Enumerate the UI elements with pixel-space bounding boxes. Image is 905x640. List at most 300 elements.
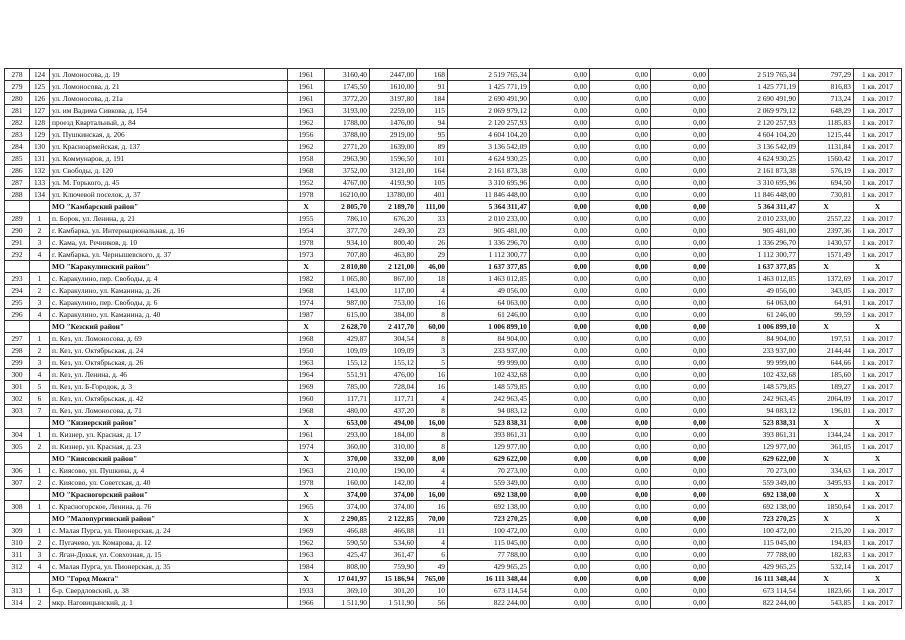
- fund-c-cell: 0,00: [651, 81, 709, 93]
- term-cell: 1 кв. 2017: [854, 309, 902, 321]
- row-index: 4: [30, 369, 50, 381]
- term-cell: 1 кв. 2017: [854, 189, 902, 201]
- cost-final-cell: 115 045,00: [709, 537, 799, 549]
- residents-cell: 4: [417, 465, 448, 477]
- group-total-row: [5, 321, 902, 333]
- row-index: 1: [30, 525, 50, 537]
- unit-cost-cell: 185,60: [799, 369, 854, 381]
- address-cell: МО "Киясовский район": [50, 453, 288, 465]
- row-number: 296: [5, 309, 30, 321]
- fund-b-cell: 0,00: [590, 549, 651, 561]
- unit-cost-cell: 1185,83: [799, 117, 854, 129]
- fund-c-cell: 0,00: [651, 129, 709, 141]
- fund-c-cell: 0,00: [651, 369, 709, 381]
- address-cell: с. Красногорское, Ленина, д. 76: [50, 501, 288, 513]
- residents-cell: 56: [417, 597, 448, 609]
- fund-c-cell: 0,00: [651, 381, 709, 393]
- table-row: [5, 405, 902, 417]
- table-row: [5, 357, 902, 369]
- fund-c-cell: 0,00: [651, 489, 709, 501]
- address-cell: п. Кизнер, ул. Красная, д. 17: [50, 429, 288, 441]
- row-index: 124: [30, 69, 50, 81]
- residents-cell: 8,00: [417, 453, 448, 465]
- row-number: 286: [5, 165, 30, 177]
- year-cell: 1961: [288, 93, 325, 105]
- fund-c-cell: 0,00: [651, 261, 709, 273]
- cost-total-cell: 100 472,00: [448, 525, 530, 537]
- table-row: [5, 381, 902, 393]
- fund-a-cell: 0,00: [530, 585, 590, 597]
- unit-cost-cell: 182,83: [799, 549, 854, 561]
- term-cell: 1 кв. 2017: [854, 381, 902, 393]
- fund-a-cell: 0,00: [530, 417, 590, 429]
- cost-final-cell: 99 999,00: [709, 357, 799, 369]
- total-area-cell: 369,10: [325, 585, 370, 597]
- living-area-cell: 374,00: [370, 489, 417, 501]
- residents-cell: 8: [417, 429, 448, 441]
- group-total-row: [5, 513, 902, 525]
- cost-final-cell: 1 006 899,10: [709, 321, 799, 333]
- fund-b-cell: 0,00: [590, 573, 651, 585]
- fund-b-cell: 0,00: [590, 153, 651, 165]
- residents-cell: 49: [417, 561, 448, 573]
- row-number: 301: [5, 381, 30, 393]
- fund-a-cell: 0,00: [530, 153, 590, 165]
- total-area-cell: 934,10: [325, 237, 370, 249]
- total-area-cell: 615,00: [325, 309, 370, 321]
- total-area-cell: 160,00: [325, 477, 370, 489]
- address-cell: п. Кез, ул. Ломоносова, д. 69: [50, 333, 288, 345]
- fund-c-cell: 0,00: [651, 297, 709, 309]
- row-index: [30, 417, 50, 429]
- address-cell: с. Киясово, ул. Пушкина, д. 4: [50, 465, 288, 477]
- total-area-cell: 370,00: [325, 453, 370, 465]
- address-cell: ул. Пушкинская, д. 206: [50, 129, 288, 141]
- row-index: 7: [30, 405, 50, 417]
- table-row: [5, 213, 902, 225]
- total-area-cell: 143,00: [325, 285, 370, 297]
- cost-total-cell: 2 690 491,90: [448, 93, 530, 105]
- fund-a-cell: 0,00: [530, 597, 590, 609]
- term-cell: 1 кв. 2017: [854, 561, 902, 573]
- year-cell: 1978: [288, 189, 325, 201]
- cost-final-cell: 692 138,00: [709, 501, 799, 513]
- cost-total-cell: 692 138,00: [448, 489, 530, 501]
- residents-cell: 401: [417, 189, 448, 201]
- row-number: 303: [5, 405, 30, 417]
- fund-b-cell: 0,00: [590, 201, 651, 213]
- term-cell: 1 кв. 2017: [854, 129, 902, 141]
- fund-b-cell: 0,00: [590, 417, 651, 429]
- fund-c-cell: 0,00: [651, 153, 709, 165]
- table-row: [5, 465, 902, 477]
- cost-total-cell: 1 112 300,77: [448, 249, 530, 261]
- living-area-cell: 676,20: [370, 213, 417, 225]
- living-area-cell: 2 189,70: [370, 201, 417, 213]
- cost-final-cell: 2 010 233,00: [709, 213, 799, 225]
- term-cell: 1 кв. 2017: [854, 357, 902, 369]
- total-area-cell: 17 041,97: [325, 573, 370, 585]
- term-cell: X: [854, 201, 902, 213]
- cost-total-cell: 5 364 311,47: [448, 201, 530, 213]
- row-number: 302: [5, 393, 30, 405]
- unit-cost-cell: 194,83: [799, 537, 854, 549]
- table-row: [5, 285, 902, 297]
- fund-c-cell: 0,00: [651, 393, 709, 405]
- cost-total-cell: 94 083,12: [448, 405, 530, 417]
- cost-final-cell: 70 273,00: [709, 465, 799, 477]
- row-number: 308: [5, 501, 30, 513]
- cost-final-cell: 2 069 979,12: [709, 105, 799, 117]
- total-area-cell: 466,88: [325, 525, 370, 537]
- fund-c-cell: 0,00: [651, 453, 709, 465]
- unit-cost-cell: X: [799, 453, 854, 465]
- fund-a-cell: 0,00: [530, 81, 590, 93]
- table-row: [5, 585, 902, 597]
- address-cell: с. Каракулино, пер. Свободы, д. 4: [50, 273, 288, 285]
- cost-total-cell: 2 010 233,00: [448, 213, 530, 225]
- row-number: 295: [5, 297, 30, 309]
- table-row: [5, 69, 902, 81]
- year-cell: 1966: [288, 597, 325, 609]
- year-cell: 1954: [288, 225, 325, 237]
- row-number: 285: [5, 153, 30, 165]
- term-cell: X: [854, 321, 902, 333]
- address-cell: ул. Красноармейская, д. 137: [50, 141, 288, 153]
- fund-b-cell: 0,00: [590, 501, 651, 513]
- fund-b-cell: 0,00: [590, 105, 651, 117]
- table-row: [5, 165, 902, 177]
- row-index: 1: [30, 333, 50, 345]
- fund-c-cell: 0,00: [651, 93, 709, 105]
- term-cell: 1 кв. 2017: [854, 525, 902, 537]
- address-cell: ул. Ломоносова, д. 19: [50, 69, 288, 81]
- living-area-cell: 304,54: [370, 333, 417, 345]
- fund-a-cell: 0,00: [530, 489, 590, 501]
- row-number: [5, 513, 30, 525]
- term-cell: 1 кв. 2017: [854, 273, 902, 285]
- residents-cell: 89: [417, 141, 448, 153]
- table-row: [5, 189, 902, 201]
- total-area-cell: 707,80: [325, 249, 370, 261]
- fund-c-cell: 0,00: [651, 441, 709, 453]
- year-cell: 1974: [288, 297, 325, 309]
- year-cell: 1969: [288, 381, 325, 393]
- fund-c-cell: 0,00: [651, 573, 709, 585]
- year-cell: X: [288, 453, 325, 465]
- total-area-cell: 1 065,80: [325, 273, 370, 285]
- residents-cell: 101: [417, 153, 448, 165]
- fund-a-cell: 0,00: [530, 237, 590, 249]
- fund-c-cell: 0,00: [651, 105, 709, 117]
- row-number: 298: [5, 345, 30, 357]
- term-cell: 1 кв. 2017: [854, 105, 902, 117]
- unit-cost-cell: 197,51: [799, 333, 854, 345]
- cost-final-cell: 692 138,00: [709, 489, 799, 501]
- cost-final-cell: 393 861,31: [709, 429, 799, 441]
- fund-c-cell: 0,00: [651, 345, 709, 357]
- term-cell: 1 кв. 2017: [854, 441, 902, 453]
- fund-c-cell: 0,00: [651, 165, 709, 177]
- row-index: 4: [30, 249, 50, 261]
- table-row: [5, 393, 902, 405]
- residents-cell: 8: [417, 405, 448, 417]
- residents-cell: 16,00: [417, 489, 448, 501]
- total-area-cell: 377,70: [325, 225, 370, 237]
- cost-total-cell: 1 637 377,85: [448, 261, 530, 273]
- row-number: 297: [5, 333, 30, 345]
- term-cell: 1 кв. 2017: [854, 81, 902, 93]
- unit-cost-cell: 1571,49: [799, 249, 854, 261]
- row-number: [5, 321, 30, 333]
- address-cell: МО "Каракулинский район": [50, 261, 288, 273]
- unit-cost-cell: 532,14: [799, 561, 854, 573]
- residents-cell: 16: [417, 369, 448, 381]
- fund-c-cell: 0,00: [651, 69, 709, 81]
- row-number: 306: [5, 465, 30, 477]
- address-cell: с. Киясово, ул. Советская, д. 40: [50, 477, 288, 489]
- address-cell: ул. Ломоносова, д. 21: [50, 81, 288, 93]
- total-area-cell: 480,00: [325, 405, 370, 417]
- fund-b-cell: 0,00: [590, 177, 651, 189]
- year-cell: 1956: [288, 129, 325, 141]
- fund-a-cell: 0,00: [530, 393, 590, 405]
- row-number: 294: [5, 285, 30, 297]
- living-area-cell: 2919,00: [370, 129, 417, 141]
- fund-a-cell: 0,00: [530, 129, 590, 141]
- cost-final-cell: 77 788,00: [709, 549, 799, 561]
- year-cell: 1974: [288, 441, 325, 453]
- unit-cost-cell: 2064,09: [799, 393, 854, 405]
- row-index: 2: [30, 225, 50, 237]
- fund-c-cell: 0,00: [651, 501, 709, 513]
- fund-c-cell: 0,00: [651, 549, 709, 561]
- fund-c-cell: 0,00: [651, 273, 709, 285]
- cost-final-cell: 2 519 765,34: [709, 69, 799, 81]
- fund-a-cell: 0,00: [530, 105, 590, 117]
- fund-c-cell: 0,00: [651, 537, 709, 549]
- address-cell: МО "Красногорский район": [50, 489, 288, 501]
- total-area-cell: 653,00: [325, 417, 370, 429]
- living-area-cell: 374,00: [370, 501, 417, 513]
- cost-final-cell: 1 637 377,85: [709, 261, 799, 273]
- cost-total-cell: 2 120 257,93: [448, 117, 530, 129]
- cost-final-cell: 673 114,54: [709, 585, 799, 597]
- table-row: [5, 345, 902, 357]
- cost-final-cell: 723 270,25: [709, 513, 799, 525]
- address-cell: с. Каракулино, ул. Каманина, д. 40: [50, 309, 288, 321]
- address-cell: МО "Кизнерский район": [50, 417, 288, 429]
- total-area-cell: 155,12: [325, 357, 370, 369]
- unit-cost-cell: X: [799, 201, 854, 213]
- unit-cost-cell: 730,81: [799, 189, 854, 201]
- address-cell: МО "Город Можга": [50, 573, 288, 585]
- year-cell: 1964: [288, 369, 325, 381]
- address-cell: п. Кизнер, ул. Красная, д. 23: [50, 441, 288, 453]
- cost-final-cell: 61 246,00: [709, 309, 799, 321]
- total-area-cell: 551,91: [325, 369, 370, 381]
- table-row: [5, 141, 902, 153]
- fund-b-cell: 0,00: [590, 381, 651, 393]
- cost-final-cell: 94 083,12: [709, 405, 799, 417]
- fund-c-cell: 0,00: [651, 405, 709, 417]
- fund-b-cell: 0,00: [590, 93, 651, 105]
- table-row: [5, 369, 902, 381]
- table-row: [5, 549, 902, 561]
- row-index: 1: [30, 585, 50, 597]
- living-area-cell: 800,40: [370, 237, 417, 249]
- group-total-row: [5, 417, 902, 429]
- cost-total-cell: 1 425 771,19: [448, 81, 530, 93]
- address-cell: п. Кез, ул. Б-Городок, д. 3: [50, 381, 288, 393]
- cost-total-cell: 905 481,00: [448, 225, 530, 237]
- table-row: [5, 129, 902, 141]
- group-total-row: [5, 453, 902, 465]
- residents-cell: 4: [417, 477, 448, 489]
- cost-total-cell: 1 336 296,70: [448, 237, 530, 249]
- row-number: [5, 573, 30, 585]
- term-cell: 1 кв. 2017: [854, 345, 902, 357]
- address-cell: ул. Свободы, д. 120: [50, 165, 288, 177]
- unit-cost-cell: 1372,69: [799, 273, 854, 285]
- fund-c-cell: 0,00: [651, 429, 709, 441]
- cost-final-cell: 242 963,45: [709, 393, 799, 405]
- residents-cell: 5: [417, 357, 448, 369]
- fund-a-cell: 0,00: [530, 189, 590, 201]
- unit-cost-cell: X: [799, 261, 854, 273]
- row-number: 312: [5, 561, 30, 573]
- row-number: 305: [5, 441, 30, 453]
- row-index: 134: [30, 189, 50, 201]
- address-cell: ул. Ключевой поселок, д. 37: [50, 189, 288, 201]
- cost-total-cell: 242 963,45: [448, 393, 530, 405]
- row-index: 5: [30, 381, 50, 393]
- residents-cell: 4: [417, 393, 448, 405]
- unit-cost-cell: 1823,66: [799, 585, 854, 597]
- row-number: 293: [5, 273, 30, 285]
- fund-c-cell: 0,00: [651, 321, 709, 333]
- term-cell: 1 кв. 2017: [854, 69, 902, 81]
- residents-cell: 16: [417, 381, 448, 393]
- year-cell: 1973: [288, 249, 325, 261]
- year-cell: 1958: [288, 153, 325, 165]
- fund-b-cell: 0,00: [590, 453, 651, 465]
- living-area-cell: 155,12: [370, 357, 417, 369]
- unit-cost-cell: 797,29: [799, 69, 854, 81]
- fund-c-cell: 0,00: [651, 189, 709, 201]
- row-index: 2: [30, 597, 50, 609]
- row-index: [30, 453, 50, 465]
- fund-b-cell: 0,00: [590, 69, 651, 81]
- year-cell: 1961: [288, 81, 325, 93]
- term-cell: 1 кв. 2017: [854, 393, 902, 405]
- row-index: 1: [30, 273, 50, 285]
- term-cell: 1 кв. 2017: [854, 429, 902, 441]
- total-area-cell: 425,47: [325, 549, 370, 561]
- residents-cell: 46,00: [417, 261, 448, 273]
- row-index: 126: [30, 93, 50, 105]
- living-area-cell: 1596,50: [370, 153, 417, 165]
- cost-total-cell: 4 624 930,25: [448, 153, 530, 165]
- total-area-cell: 3788,00: [325, 129, 370, 141]
- year-cell: 1960: [288, 393, 325, 405]
- year-cell: 1962: [288, 117, 325, 129]
- cost-total-cell: 129 977,00: [448, 441, 530, 453]
- term-cell: X: [854, 513, 902, 525]
- table-row: [5, 93, 902, 105]
- table-row: [5, 153, 902, 165]
- address-cell: МО "Кезский район": [50, 321, 288, 333]
- table-row: [5, 477, 902, 489]
- fund-b-cell: 0,00: [590, 597, 651, 609]
- unit-cost-cell: 64,91: [799, 297, 854, 309]
- fund-c-cell: 0,00: [651, 213, 709, 225]
- year-cell: 1961: [288, 429, 325, 441]
- housing-register-table: [4, 68, 902, 609]
- fund-a-cell: 0,00: [530, 513, 590, 525]
- cost-total-cell: 3 310 695,96: [448, 177, 530, 189]
- living-area-cell: 361,47: [370, 549, 417, 561]
- fund-b-cell: 0,00: [590, 213, 651, 225]
- table-row: [5, 537, 902, 549]
- year-cell: X: [288, 321, 325, 333]
- unit-cost-cell: 2397,36: [799, 225, 854, 237]
- residents-cell: 8: [417, 309, 448, 321]
- term-cell: 1 кв. 2017: [854, 177, 902, 189]
- living-area-cell: 753,00: [370, 297, 417, 309]
- term-cell: 1 кв. 2017: [854, 165, 902, 177]
- unit-cost-cell: 334,63: [799, 465, 854, 477]
- living-area-cell: 2447,00: [370, 69, 417, 81]
- fund-a-cell: 0,00: [530, 201, 590, 213]
- row-index: 4: [30, 561, 50, 573]
- row-number: [5, 201, 30, 213]
- fund-b-cell: 0,00: [590, 189, 651, 201]
- fund-c-cell: 0,00: [651, 237, 709, 249]
- address-cell: п. Кез, ул. Ленина, д. 46: [50, 369, 288, 381]
- cost-total-cell: 1 463 012,85: [448, 273, 530, 285]
- cost-final-cell: 429 965,25: [709, 561, 799, 573]
- row-index: [30, 489, 50, 501]
- cost-total-cell: 16 111 348,44: [448, 573, 530, 585]
- term-cell: 1 кв. 2017: [854, 501, 902, 513]
- unit-cost-cell: 2557,22: [799, 213, 854, 225]
- fund-c-cell: 0,00: [651, 525, 709, 537]
- living-area-cell: 466,88: [370, 525, 417, 537]
- cost-total-cell: 233 937,00: [448, 345, 530, 357]
- cost-total-cell: 692 138,00: [448, 501, 530, 513]
- table-row: [5, 117, 902, 129]
- address-cell: п. Кез, ул. Ломоносова, д. 71: [50, 405, 288, 417]
- term-cell: 1 кв. 2017: [854, 237, 902, 249]
- total-area-cell: 1745,50: [325, 81, 370, 93]
- unit-cost-cell: 1215,44: [799, 129, 854, 141]
- fund-c-cell: 0,00: [651, 225, 709, 237]
- unit-cost-cell: 361,05: [799, 441, 854, 453]
- living-area-cell: 184,00: [370, 429, 417, 441]
- fund-c-cell: 0,00: [651, 477, 709, 489]
- living-area-cell: 2 122,85: [370, 513, 417, 525]
- address-cell: б-р. Свердловский, д. 38: [50, 585, 288, 597]
- fund-a-cell: 0,00: [530, 477, 590, 489]
- fund-a-cell: 0,00: [530, 453, 590, 465]
- living-area-cell: 310,00: [370, 441, 417, 453]
- total-area-cell: 1788,00: [325, 117, 370, 129]
- fund-c-cell: 0,00: [651, 309, 709, 321]
- table-row: [5, 237, 902, 249]
- term-cell: X: [854, 573, 902, 585]
- living-area-cell: 759,90: [370, 561, 417, 573]
